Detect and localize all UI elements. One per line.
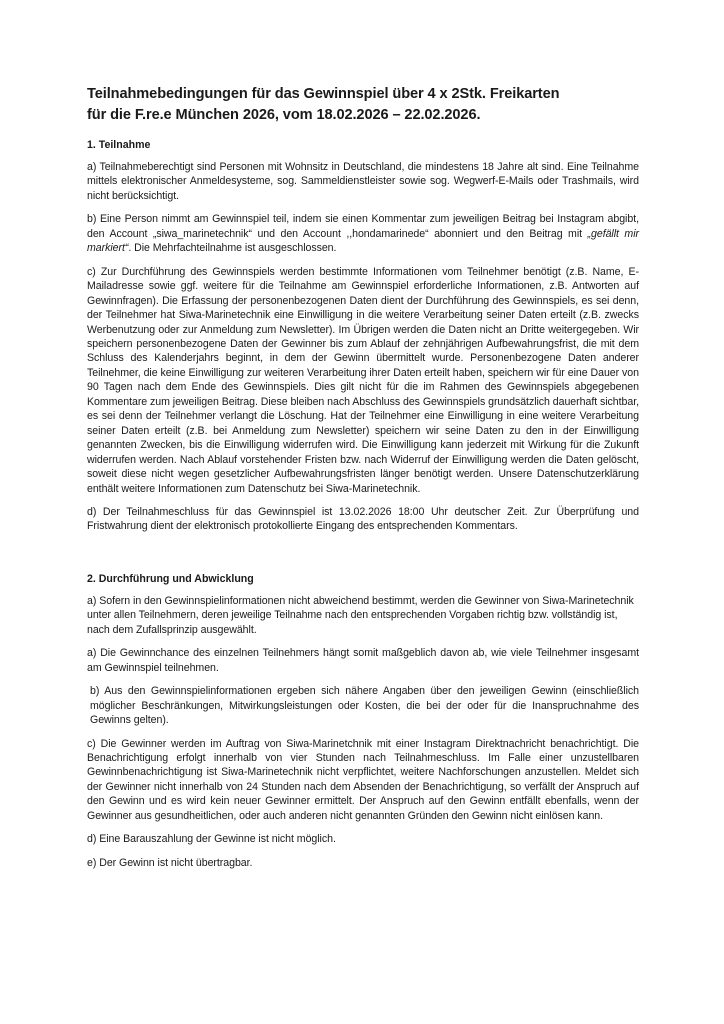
paragraph-2c: c) Die Gewinner werden im Auftrag von Siwa-Marinetchnik mit einer Instagram Direktnachricht benachrichtigt. Die Benachrichtigung erfolgt innerhalb von vier Stunden nach Teilnahmeschluss. Im Falle einer unzustellbaren Gewinnbenachrichtigung ist Siwa-Marinetechnik nicht verpflichtet, weitere Nachforschungen anzustellen. Meldet sich der Gewinner nicht innerhalb von 24 Stunden nach dem Absenden der Benachrichtigung, so verfällt der Anspruch auf den Gewinn und es wird kein neuer Gewinner ermittelt. Der Anspruch auf den Gewinn entfällt ebenfalls, wenn der Gewinner aus gesundheitlichen, oder auch anderen nicht genannten Gründen den Gewinn nicht einlösen kann. [87, 737, 639, 822]
paragraph-1c: c) Zur Durchführung des Gewinnspiels werden bestimmte Informationen vom Teilnehmer benötigt (z.B. Name, E-Mailadresse sowie ggf. weitere für die Teilnahme am Gewinnspiel erforderliche Informationen, z.B. Antworten auf Gewinnfragen). Die Erfassung der personenbezogenen Daten dient der Durchführung des Gewinnspiels, es sei denn, der Teilnehmer hat Siwa-Marinetechnik eine Einwilligung in die weitere Verarbeitung seiner Daten erteilt (z.B. zwecks Werbenutzung oder zur Anmeldung zum Newsletter). Im Übrigen werden die Daten nicht an Dritte weitergegeben. Wir speichern personenbezogene Daten der Gewinner bis zum Ablauf der zehnjährigen Aufbewahrungsfrist, die mit dem Schluss des Kalenderjahrs beginnt, in dem der Gewinn übermittelt wurde. Personenbezogene Daten anderer Teilnehmer, die keine Einwilligung zur weiteren Verarbeitung ihrer Daten erteilt haben, speichern wir für eine Dauer von 90 Tagen nach dem Ende des Gewinnspiels. Dies gilt nicht für die im Rahmen des Gewinnspiels abgegebenen Kommentare zum jeweiligen Beitrag. Diese bleiben nach Abschluss des Gewinnspiels grundsätzlich dauerhaft sichtbar, es sei denn der Teilnehmer verlangt die Löschung. Hat der Teilnehmer eine Einwilligung in eine weitere Verarbeitung seiner Daten erteilt (z.B. bei Anmeldung zum Newsletter) speichern wir seine Daten zu den in der Einwilligung genannten Zwecken, bis die Einwilligung widerrufen wird. Die Einwilligung kann jederzeit mit Wirkung für die Zukunft widerrufen werden. Nach Ablauf vorstehender Fristen bzw. nach Widerruf der Einwilligung werden die Daten gelöscht, soweit diese nicht wegen gesetzlicher Aufbewahrungsfristen länger benötigt werden. Unsere Datenschutzerklärung enthält weitere Informationen zum Datenschutz bei Siwa-Marinetechnik. [87, 265, 639, 495]
title-line-2: für die F.re.e München 2026, vom 18.02.2026 – 22.02.2026. [87, 107, 481, 123]
paragraph-2a: a) Sofern in den Gewinnspielinformationen nicht abweichend bestimmt, werden die Gewinner von Siwa-Marinetechnik unter allen Teilnehmern, deren jeweilige Teilnahme nach den entsprechenden Vorgaben richtig bzw. vollständig ist, nach dem Zufallsprinzip ausgewählt. [87, 594, 634, 636]
paragraph-1d: d) Der Teilnahmeschluss für das Gewinnspiel ist 13.02.2026 18:00 Uhr deutscher Zeit. Zur Überprüfung und Fristwahrung dient der elektronisch protokollierte Eingang des entsprechenden Kommentars. [87, 505, 639, 533]
paragraph-2e: e) Der Gewinn ist nicht übertragbar. [87, 856, 253, 869]
paragraph-1b-italic: „gefällt mir markiert“ [87, 227, 639, 255]
paragraph-2a-second: a) Die Gewinnchance des einzelnen Teilnehmers hängt somit maßgeblich davon ab, wie viele Teilnehmer insgesamt am Gewinnspiel teilnehmen. [87, 647, 639, 674]
document-title [87, 84, 639, 126]
paragraph-1b-text-end: . Die Mehrfachteilnahme ist ausgeschlossen. [128, 242, 337, 255]
paragraph-1a: a) Teilnahmeberechtigt sind Personen mit Wohnsitz in Deutschland, die mindestens 18 Jahre alt sind. Eine Teilnahme mittels elektronischer Anmeldesysteme, sog. Sammeldienstleister sowie sog. Wegwerf-E-Mails oder Trashmails, wird nicht berücksichtigt. [87, 161, 639, 202]
paragraph-2b: b) Aus den Gewinnspielinformationen ergeben sich nähere Angaben über den jeweiligen Gewinn (einschließlich möglicher Beschränkungen, Mitwirkungsleistungen oder Kosten, die bei der oder für die Inanspruchnahme des Gewinns gelten). [90, 685, 639, 727]
paragraph-1b [87, 212, 639, 255]
section-heading: 2. Durchführung und Abwicklung [87, 572, 254, 585]
paragraph-2d: d) Eine Barauszahlung der Gewinne ist nicht möglich. [87, 833, 336, 846]
section-spacer [87, 543, 639, 572]
document-page [87, 84, 639, 879]
section-teilnahme [87, 138, 639, 534]
title-line-1: Teilnahmebedingungen für das Gewinnspiel über 4 x 2Stk. Freikarten [87, 86, 560, 102]
paragraph-1b-text: b) Eine Person nimmt am Gewinnspiel teil, indem sie einen Kommentar zum jeweiligen Beitrag bei Instagram abgibt, den Account „siwa_marinetechnik“ und den Account ,,hondamarinede“ abonniert und den Beitrag mit [87, 213, 639, 240]
section-durchfuehrung [87, 572, 639, 870]
section-heading: 1. Teilnahme [87, 139, 151, 151]
